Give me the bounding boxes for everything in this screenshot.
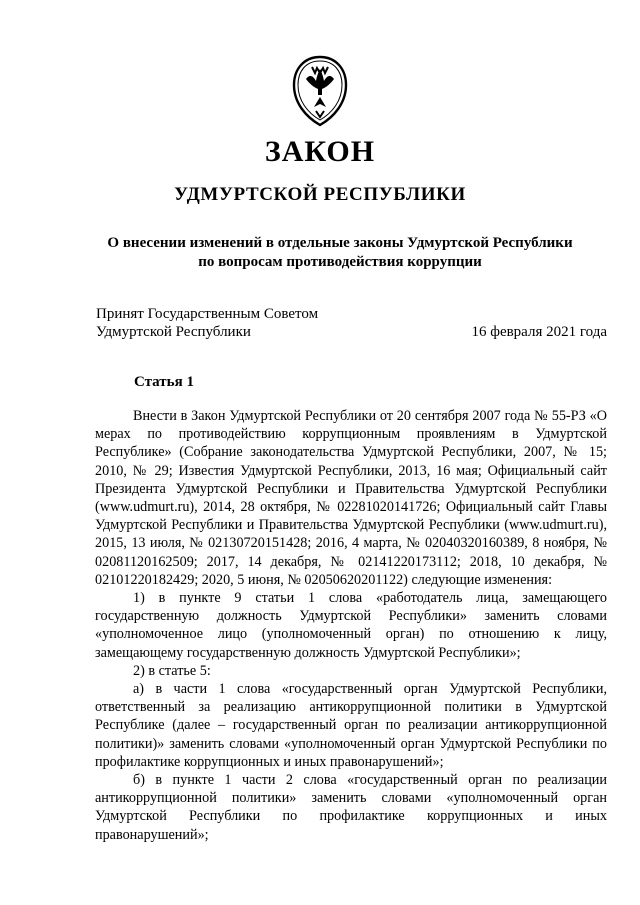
paragraph-item-2b: б) в пункте 1 части 2 слова «государственный орган по реализации антикоррупционной политики» заменить словами «уполномоченный орган Удмуртской Республики по профилактике коррупционных и иных правонарушений»;	[95, 772, 607, 843]
article-body	[95, 407, 607, 844]
document-subtitle: УДМУРТСКОЙ РЕСПУБЛИКИ	[174, 184, 466, 205]
adoption-date: 16 февраля 2021 года	[471, 324, 607, 340]
paragraph-item-2: 2) в статье 5:	[133, 662, 211, 679]
udmurt-coat-of-arms-icon	[292, 55, 348, 127]
law-name-line-1: О внесении изменений в отдельные законы Удмуртской Республики	[107, 235, 573, 251]
adoption-line-2: Удмуртской Республики	[96, 324, 251, 340]
paragraph-item-2a: а) в части 1 слова «государственный орган Удмуртской Республики, ответственный за реализацию антикоррупционной политики в Удмуртской Республике (далее – государственный орган по реализации антикоррупционной политики)» заменить словами «уполномоченный орган Удмуртской Республики по профилактике коррупционных и иных правонарушений»;	[95, 681, 607, 770]
paragraph-item-1: 1) в пункте 9 статьи 1 слова «работодатель лица, замещающего государственную должность Удмуртской Республики» заменить словами «уполномоченное лицо (уполномоченный орган) по отношению к лицу, замещающему государственную должность Удмуртской Республики»;	[95, 590, 607, 661]
document-title: ЗАКОН	[264, 135, 376, 168]
law-name	[80, 234, 600, 272]
adoption-statement	[96, 305, 318, 341]
article-heading: Статья 1	[134, 374, 194, 390]
paragraph-intro: Внести в Закон Удмуртской Республики от 20 сентября 2007 года № 55-РЗ «О мерах по противодействию коррупционным проявлениям в Удмуртской Республике» (Собрание законодательства Удмуртской Республики, 2007, № 15; 2010, № 29; Известия Удмуртской Республики, 2013, 16 мая; Официальный сайт Президента Удмуртской Республики и Правительства Удмуртской Республики (www.udmurt.ru), 2014, 28 октября, № 02281020141726; Официальный сайт Главы Удмуртской Республики и Правительства Удмуртской Республики (www.udmurt.ru), 2015, 13 июля, № 02130720151428; 2016, 4 марта, № 02040320160389, 8 ноября, № 02081120162509; 2017, 14 декабря, № 02141220173112; 2018, 10 декабря, № 02101220182429; 2020, 5 июня, № 02050620201122) следующие изменения:	[95, 408, 607, 588]
adoption-line-1: Принят Государственным Советом	[96, 306, 319, 322]
law-name-line-2: по вопросам противодействия коррупции	[198, 254, 482, 270]
